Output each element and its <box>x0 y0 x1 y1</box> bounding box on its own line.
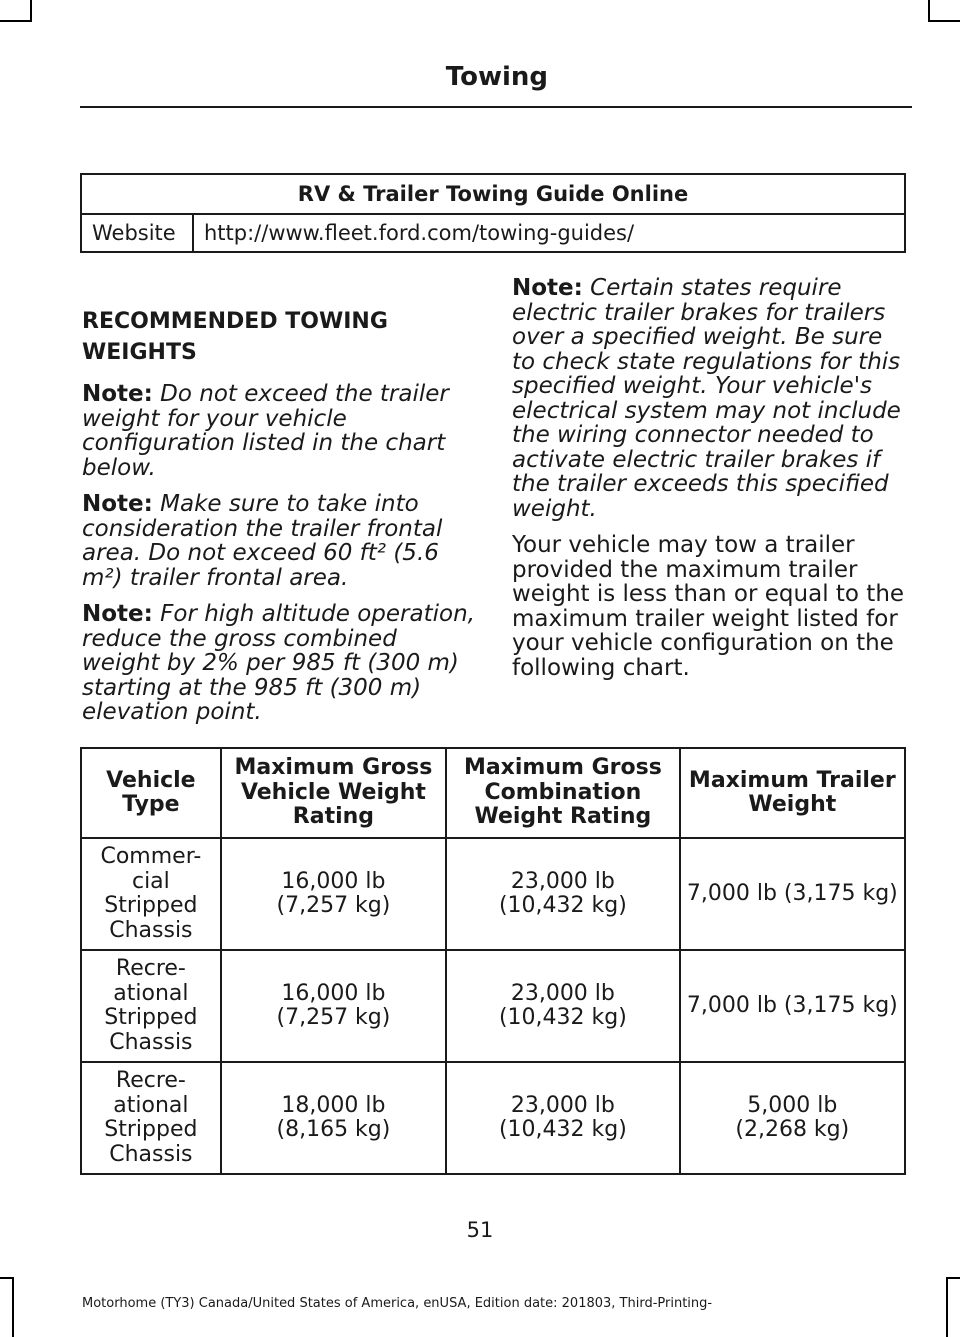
section-heading-line: WEIGHTS <box>82 340 197 365</box>
gvwr-cell <box>221 950 446 1062</box>
header-gvwr: Maximum Gross Vehicle Weight Rating <box>221 748 446 838</box>
header-max-trailer-weight: Maximum Trailer Weight <box>680 748 905 838</box>
header-divider <box>80 106 912 108</box>
right-column <box>512 276 906 680</box>
table-row <box>81 1062 905 1174</box>
towing-guide-title: RV & Trailer Towing Guide Online <box>81 174 905 214</box>
left-column <box>82 306 476 737</box>
website-url[interactable]: http://www.fleet.ford.com/towing-guides/ <box>193 214 905 252</box>
gvwr-lb: 18,000 lb <box>281 1092 386 1118</box>
trailer-weight-kg: (2,268 kg) <box>735 1117 850 1142</box>
section-heading <box>82 306 476 368</box>
table-row <box>81 838 905 950</box>
gcwr-kg: (10,432 kg) <box>498 893 627 918</box>
towing-guide-table <box>80 173 906 253</box>
crop-mark <box>928 0 930 22</box>
note-2 <box>82 492 476 590</box>
gcwr-kg: (10,432 kg) <box>498 1005 627 1030</box>
note-label: Note: <box>512 275 583 301</box>
gcwr-cell <box>446 1062 680 1174</box>
footer-text: Motorhome (TY3) Canada/United States of America, enUSA, Edition date: 201803, Third-Printing- <box>82 1296 713 1311</box>
towing-paragraph: Your vehicle may tow a trailer provided the maximum trailer weight is less than or equal to the maximum trailer weight listed for your vehicle configuration on the following chart. <box>512 532 905 681</box>
crop-mark <box>948 1277 960 1279</box>
gvwr-kg: (7,257 kg) <box>276 893 391 918</box>
section-heading-line: RECOMMENDED TOWING <box>82 309 388 334</box>
trailer-weight-lb: 5,000 lb <box>747 1092 838 1118</box>
trailer-weight-cell <box>680 950 905 1062</box>
gvwr-lb: 16,000 lb <box>281 980 386 1006</box>
vehicle-type-cell: Commer-cial Stripped Chassis <box>81 838 221 950</box>
note-text: For high altitude operation, reduce the gross combined weight by 2% per 985 ft (300 m) starting at the 985 ft (300 m) elevation point. <box>82 601 475 725</box>
crop-mark <box>946 1277 948 1337</box>
note-3 <box>82 602 476 725</box>
gcwr-lb: 23,000 lb <box>510 1092 615 1118</box>
towing-weights-table <box>80 747 906 1175</box>
crop-mark <box>12 1277 14 1337</box>
gvwr-lb: 16,000 lb <box>281 868 386 894</box>
note-1 <box>82 382 476 480</box>
note-label: Note: <box>82 381 153 407</box>
page-title: Towing <box>445 62 548 92</box>
table-row <box>81 950 905 1062</box>
crop-mark <box>30 0 32 22</box>
crop-mark <box>930 20 960 22</box>
page-number: 51 <box>466 1218 494 1242</box>
note-text: Do not exceed the trailer weight for your vehicle configuration listed in the chart below. <box>82 381 449 481</box>
crop-mark <box>0 20 30 22</box>
note-label: Note: <box>82 601 153 627</box>
note-4 <box>512 276 906 521</box>
trailer-weight-cell <box>680 838 905 950</box>
gvwr-kg: (8,165 kg) <box>276 1117 391 1142</box>
gvwr-cell <box>221 1062 446 1174</box>
header-gcwr: Maximum Gross Combination Weight Rating <box>446 748 680 838</box>
note-text: Make sure to take into consideration the trailer frontal area. Do not exceed 60 ft² (5.6 m²) trailer frontal area. <box>82 491 443 591</box>
trailer-weight: 7,000 lb (3,175 kg) <box>686 992 898 1018</box>
vehicle-type-cell: Recre-ational Stripped Chassis <box>81 1062 221 1174</box>
gcwr-kg: (10,432 kg) <box>498 1117 627 1142</box>
note-label: Note: <box>82 491 153 517</box>
gvwr-cell <box>221 838 446 950</box>
gcwr-cell <box>446 838 680 950</box>
gcwr-cell <box>446 950 680 1062</box>
gvwr-kg: (7,257 kg) <box>276 1005 391 1030</box>
header-vehicle-type: Vehicle Type <box>81 748 221 838</box>
crop-mark <box>0 1277 12 1279</box>
trailer-weight-cell <box>680 1062 905 1174</box>
gcwr-lb: 23,000 lb <box>510 980 615 1006</box>
website-label: Website <box>81 214 193 252</box>
note-text: Certain states require electric trailer brakes for trailers over a specified weight. Be sure to check state regulations for this specified weight. Your vehicle's electrical system may not include the wiring connector needed to activate electric trailer brakes if the trailer exceeds this specified weight. <box>512 275 901 522</box>
gcwr-lb: 23,000 lb <box>510 868 615 894</box>
vehicle-type-cell: Recre-ational Stripped Chassis <box>81 950 221 1062</box>
trailer-weight: 7,000 lb (3,175 kg) <box>686 880 898 906</box>
